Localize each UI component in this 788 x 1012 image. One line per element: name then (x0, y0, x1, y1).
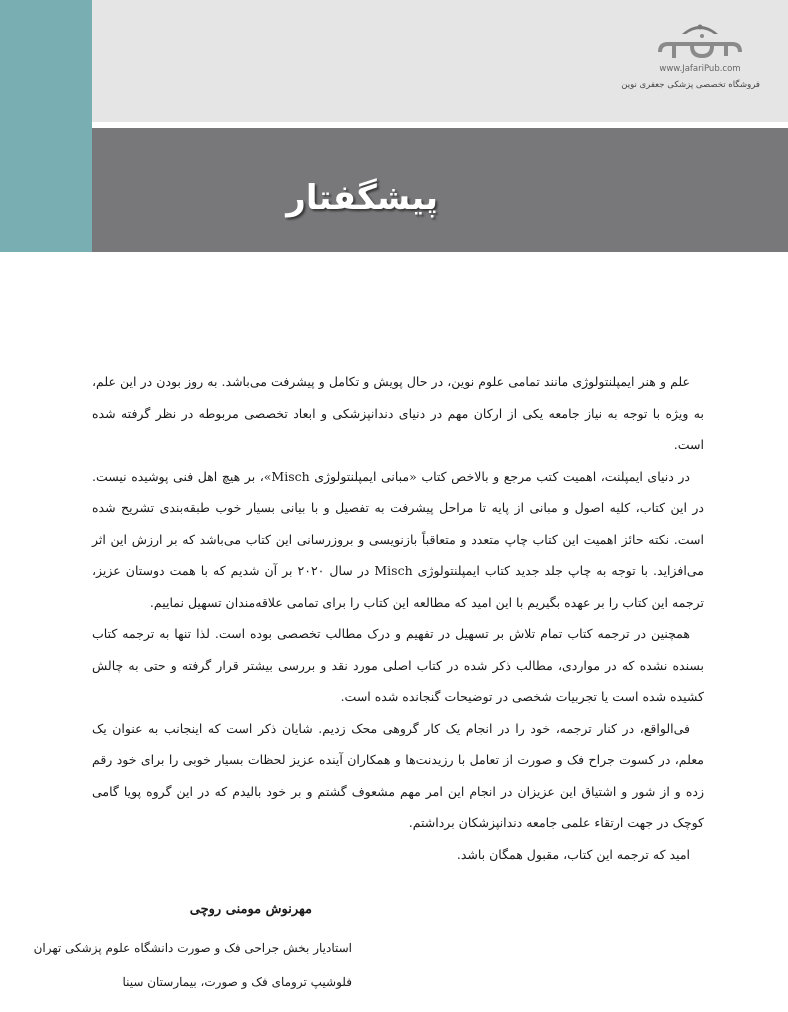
teal-accent-strip (0, 0, 92, 252)
paragraph: علم و هنر ایمپلنتولوژی مانند تمامی علوم نوین، در حال پویش و تکامل و پیشرفت می‌باشد. به روز بودن در این علم، به ویژه با توجه به نیاز جامعه یکی از ارکان مهم در دنیای دندانپزشکی و ابعاد تخصصی مربوطه در نظر گرفته شده است. (92, 374, 704, 452)
author-name: مهرنوش مومنی روچی (189, 902, 312, 917)
preface-body (92, 366, 704, 870)
paragraph: امید که ترجمه این کتاب، مقبول همگان باشد. (456, 846, 690, 862)
paragraph: در دنیای ایمپلنت، اهمیت کتب مرجع و بالاخص کتاب «مبانی ایمپلنتولوژی Misch»، بر هیچ اهل فنی پوشیده نیست. در این کتاب، کلیه اصول و مبانی از پایه تا مراحل پیشرفت به تفصیل و با بیانی بسیار خوب طبقه‌بندی تشریح شده است. نکته حائز اهمیت این کتاب چاپ متعدد و متعاقباً بازنویسی و بروزرسانی این کتاب می‌باشد که بر ارزش این اثر می‌افزاید. با توجه به چاپ جلد جدید کتاب ایمپلنتولوژی Misch در سال ۲۰۲۰ بر آن شدیم که با همت دوستان عزیز، ترجمه این کتاب را بر عهده بگیریم با این امید که مطالعه این کتاب را برای تمامی علاقه‌مندان تسهیل نماییم. (92, 468, 705, 610)
title-band (92, 128, 788, 252)
publisher-logo (652, 20, 748, 62)
author-fellowship: فلوشیپ ترومای فک و صورت، بیمارستان سینا (122, 975, 352, 989)
signature-block (34, 902, 352, 999)
author-position: استادیار بخش جراحی فک و صورت دانشگاه علوم پزشکی تهران (33, 941, 352, 955)
logo-url: www.JafariPub.com (659, 64, 741, 74)
page-title: پیشگفتار (286, 178, 438, 218)
paragraph: فی‌الواقع، در کنار ترجمه، خود را در انجام یک کار گروهی محک زدیم. شایان ذکر است که اینجانب به عنوان یک معلم، در کسوت جراح فک و صورت از تعامل با رزیدنت‌ها و همکاران آینده عزیز لحظات بسیار خوبی را برای خود رقم زده و از شور و اشتیاق این عزیزان در انجام این امر مهم مشعوف گشتم و بر خود بالیدم که در این گروه پویا گامی کوچک در جهت ارتقاء علمی جامعه دندانپزشکان برداشتم. (92, 720, 704, 830)
paragraph: همچنین در ترجمه کتاب تمام تلاش بر تسهیل در تفهیم و درک مطالب تخصصی بوده است. لذا تنها به ترجمه کتاب بسنده نشده که در مواردی، مطالب ذکر شده در کتاب اصلی مورد نقد و بررسی بیشتر قرار گرفته و حتی به چالش کشیده شده است یا تجربیات شخصی در توضیحات گنجانده شده است. (92, 626, 704, 704)
logo-caption: فروشگاه تخصصی پزشکی جعفری نوین (621, 80, 760, 90)
